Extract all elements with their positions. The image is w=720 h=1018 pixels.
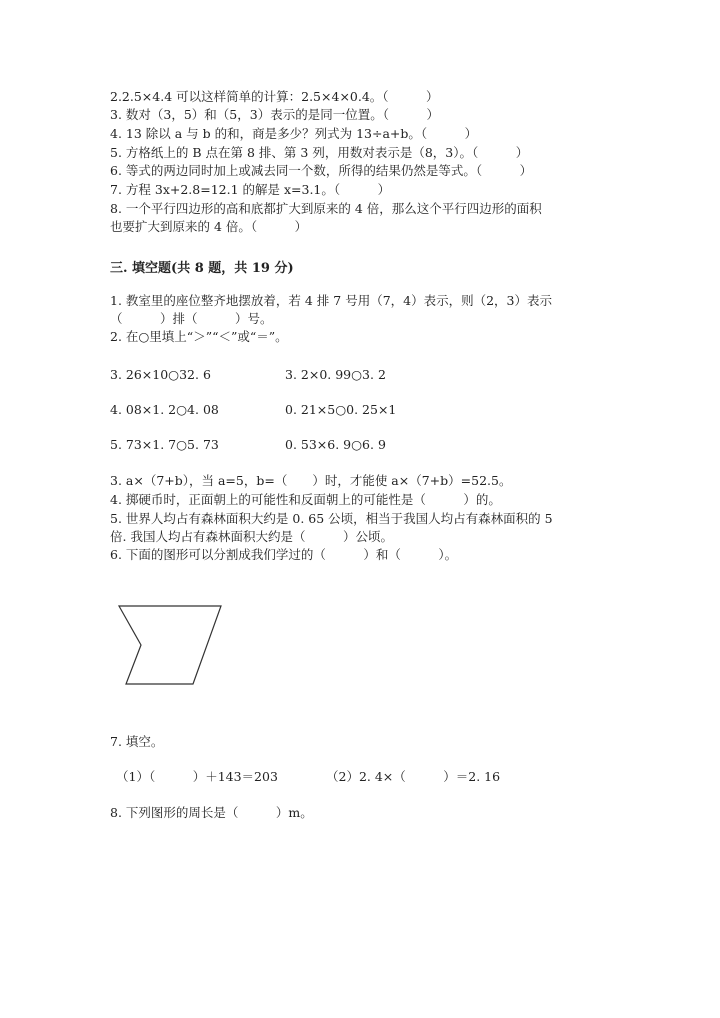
compare-row-1-right: 3. 2×0. 99○3. 2 [285, 367, 386, 382]
judge-item-8-cont: 也要扩大到原来的 4 倍。（ ） [110, 219, 308, 234]
compare-row-3-left: 5. 73×1. 7○5. 73 [110, 437, 219, 452]
fill-q7: 7. 填空。 [110, 734, 164, 749]
judge-item-7: 7. 方程 3x+2.8=12.1 的解是 x=3.1。（ ） [110, 182, 391, 197]
fill-q8: 8. 下列图形的周长是（ ）m。 [110, 805, 313, 820]
composite-shape-outline [119, 606, 221, 684]
fill-q7-part2: （2）2. 4×（ ）＝2. 16 [326, 769, 501, 784]
compare-row-2-right: 0. 21×5○0. 25×1 [285, 402, 397, 417]
fill-q1: 1. 教室里的座位整齐地摆放着，若 4 排 7 号用（7，4）表示，则（2，3）表示 [110, 293, 553, 308]
compare-row-3-right: 0. 53×6. 9○6. 9 [285, 437, 386, 452]
judge-item-4: 4. 13 除以 a 与 b 的和，商是多少？列式为 13÷a+b。（ ） [110, 126, 478, 141]
judge-item-6: 6. 等式的两边同时加上或减去同一个数，所得的结果仍然是等式。（ ） [110, 163, 533, 178]
judge-item-2: 2.2.5×4.4 可以这样简单的计算：2.5×4×0.4。（ ） [110, 89, 439, 104]
fill-q4: 4. 掷硬币时，正面朝上的可能性和反面朝上的可能性是（ ）的。 [110, 492, 501, 507]
fill-q5-cont: 倍. 我国人均占有森林面积大约是（ ）公顷。 [110, 529, 393, 544]
judge-item-5: 5. 方格纸上的 B 点在第 8 排、第 3 列，用数对表示是（8，3）。（ ） [110, 145, 529, 160]
fill-q6: 6. 下面的图形可以分割成我们学过的（ ）和（ ）。 [110, 547, 458, 562]
judge-item-8: 8. 一个平行四边形的高和底都扩大到原来的 4 倍，那么这个平行四边形的面积 [110, 201, 542, 216]
fill-q5: 5. 世界人均占有森林面积大约是 0. 65 公顷，相当于我国人均占有森林面积的 5 [110, 511, 553, 526]
composite-shape-figure [110, 595, 230, 695]
fill-q1-cont: （ ）排（ ）号。 [110, 311, 273, 326]
fill-q7-part1: （1）（ ）＋143＝203 [116, 769, 278, 784]
fill-q3: 3. a×（7+b），当 a=5，b=（ ）时，才能使 a×（7+b）=52.5。 [110, 473, 512, 488]
fill-q2: 2. 在○里填上“＞”“＜”或“＝”。 [110, 329, 288, 344]
compare-row-2-left: 4. 08×1. 2○4. 08 [110, 402, 219, 417]
section-title: 三. 填空题(共 8 题，共 19 分) [110, 261, 294, 276]
compare-row-1-left: 3. 26×10○32. 6 [110, 367, 211, 382]
judge-item-3: 3. 数对（3，5）和（5，3）表示的是同一位置。（ ） [110, 107, 439, 122]
